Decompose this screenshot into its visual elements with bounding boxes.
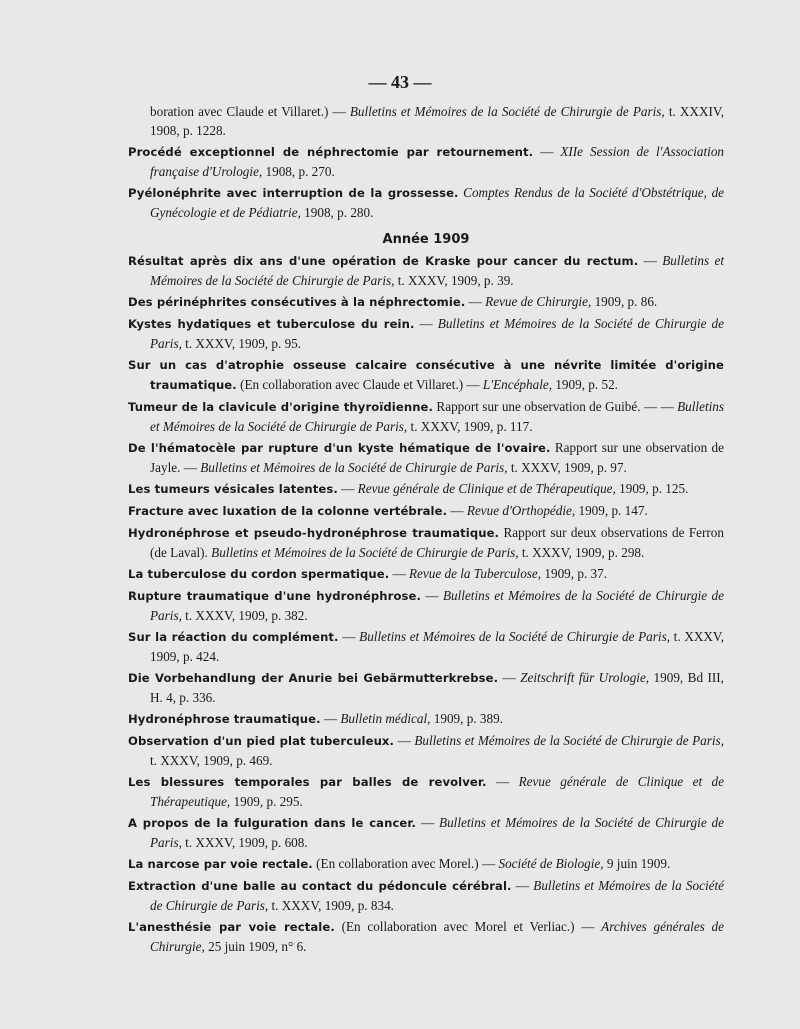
entry-source: L'Encéphale, — [482, 377, 553, 392]
entry-title: Des périnéphrites consécutives à la néphrectomie. — [128, 295, 466, 309]
entries-1909 — [128, 251, 724, 956]
entry-note: — — [320, 711, 341, 726]
entry-title: Pyélonéphrite avec interruption de la grossesse. — [128, 186, 459, 200]
entry-reference: 1909, p. 295. — [230, 794, 303, 809]
entry-reference: 1909, p. 389. — [430, 711, 503, 726]
bibliography-entry — [128, 876, 724, 915]
bibliography-entry — [128, 772, 724, 811]
entry-source: Revue générale de Clinique et de Thérapeutique, — [150, 774, 725, 809]
entry-title: Procédé exceptionnel de néphrectomie par retournement. — [128, 145, 534, 159]
entry-note: — — [638, 253, 663, 268]
bibliography-entry — [128, 479, 724, 499]
entry-reference: t. XXXIV, 1908, p. 1228. — [150, 104, 724, 138]
bibliography-list — [128, 102, 724, 958]
entry-reference: t. XXXV, 1909, p. 117. — [407, 419, 533, 434]
bibliography-entry — [128, 668, 724, 707]
entry-reference: t. XXXV, 1909, p. 469. — [150, 753, 273, 768]
entry-source: Bulletin médical, — [340, 711, 431, 726]
entry-note: — — [337, 481, 358, 496]
bibliography-entry — [128, 183, 724, 222]
entry-source: Bulletins et Mémoires de la Société de Chirurgie de Paris, — [349, 104, 665, 119]
entry-source: Bulletins et Mémoires de la Société de Chirurgie de Paris, — [150, 588, 725, 623]
entry-source: Bulletins et Mémoires de la Société de Chirurgie de Paris, — [414, 733, 724, 748]
entry-source: Société de Biologie, — [498, 856, 604, 871]
entry-title: Résultat après dix ans d'une opération de Kraske pour cancer du rectum. — [128, 254, 639, 268]
entry-note: — — [447, 503, 467, 518]
entry-title: Observation d'un pied plat tuberculeux. — [128, 734, 395, 748]
entry-reference: 1908, p. 270. — [262, 164, 335, 179]
entry-reference: 1909, p. 86. — [591, 294, 658, 309]
entry-reference: 25 juin 1909, n° 6. — [204, 939, 307, 954]
bibliography-entry — [128, 397, 724, 436]
entry-reference: 1909, p. 52. — [552, 377, 618, 392]
entry-note: — — [394, 733, 415, 748]
entry-note: (En collaboration avec Morel.) — — [312, 856, 499, 871]
entry-title: Hydronéphrose traumatique. — [128, 712, 321, 726]
bibliography-entry — [128, 523, 724, 562]
bibliography-entry — [128, 501, 724, 521]
entry-title: Tumeur de la clavicule d'origine thyroïdienne. — [128, 400, 434, 414]
entry-note: — — [414, 316, 438, 331]
entry-source: Bulletins et Mémoires de la Société de Chirurgie de Paris, — [150, 316, 724, 351]
entry-note: — — [416, 815, 440, 830]
entry-title: Hydronéphrose et pseudo-hydronéphrose traumatique. — [128, 526, 500, 540]
entry-source: Zeitschrift für Urologie, — [520, 670, 650, 685]
entry-source: Archives générales de Chirurgie, — [150, 919, 724, 954]
entry-note: — — [420, 588, 443, 603]
entry-note: — — [389, 566, 409, 581]
entry-source: Bulletins et Mémoires de la Société de Chirurgie de Paris, — [150, 253, 725, 288]
bibliography-entry — [128, 102, 724, 140]
entry-source: Revue de la Tuberculose, — [409, 566, 542, 581]
entry-source: Bulletins et Mémoires de la Société de Chirurgie de Paris, — [211, 545, 519, 560]
entry-title: La tuberculose du cordon spermatique. — [128, 567, 390, 581]
entry-note: Rapport sur une observation de Jayle. — — [150, 440, 724, 475]
entry-reference: t. XXXV, 1909, p. 834. — [268, 898, 394, 913]
entry-reference: t. XXXV, 1909, p. 95. — [181, 336, 302, 351]
entry-reference: t. XXXV, 1909, p. 382. — [181, 608, 308, 623]
entry-reference: t. XXXV, 1909, p. 424. — [150, 629, 725, 664]
bibliography-entry — [128, 438, 724, 477]
entry-source: Revue générale de Clinique et de Thérapeutique, — [357, 481, 616, 496]
entry-title: Sur la réaction du complément. — [128, 630, 339, 644]
entry-reference: t. XXXV, 1909, p. 97. — [507, 460, 627, 475]
entry-source: Bulletins et Mémoires de la Société de Chirurgie de Paris, — [150, 815, 725, 850]
entry-reference: 1908, p. 280. — [300, 205, 374, 220]
bibliography-entry — [128, 813, 724, 852]
entry-note: — — [498, 670, 521, 685]
entry-note: Rapport sur deux observations de Ferron (de Laval). — [150, 525, 724, 560]
bibliography-entry — [128, 314, 724, 353]
entry-source: Bulletins et Mémoires de la Société de Chirurgie de Paris, — [200, 460, 508, 475]
entry-title: De l'hématocèle par rupture d'un kyste hématique de l'ovaire. — [128, 441, 551, 455]
entry-source: XIIe Session de l'Association française d'Urologie, — [150, 144, 725, 179]
entry-note: — — [486, 774, 519, 789]
entry-reference: t. XXXV, 1909, p. 608. — [181, 835, 308, 850]
entry-note: (En collaboration avec Morel et Verliac.) — — [334, 919, 602, 934]
entry-title: L'anesthésie par voie rectale. — [128, 920, 335, 934]
entry-note: — — [533, 144, 561, 159]
entry-reference: t. XXXV, 1909, p. 39. — [394, 273, 514, 288]
bibliography-entry — [128, 355, 724, 395]
entry-source: Revue d'Orthopédie, — [466, 503, 576, 518]
entry-note: (En collaboration avec Claude et Villaret.) — — [236, 377, 483, 392]
entry-title: Sur un cas d'atrophie osseuse calcaire consécutive à une névrite limitée d'origine traumatique. — [128, 358, 724, 392]
entry-title: Kystes hydatiques et tuberculose du rein. — [128, 317, 415, 331]
bibliography-entry — [128, 731, 724, 770]
bibliography-entry — [128, 917, 724, 956]
entry-title: La narcose par voie rectale. — [128, 857, 313, 871]
bibliography-entry — [128, 854, 724, 874]
entry-title: Les blessures temporales par balles de revolver. — [128, 775, 487, 789]
entry-note: — — [465, 294, 486, 309]
entry-source: Bulletins et Mémoires de la Société de Chirurgie de Paris, — [150, 878, 725, 913]
entry-note: boration avec Claude et Villaret.) — — [150, 104, 350, 119]
bibliography-entry — [128, 292, 724, 312]
entry-title: Die Vorbehandlung der Anurie bei Gebärmutterkrebse. — [128, 671, 499, 685]
bibliography-entry — [128, 564, 724, 584]
entries-1908 — [128, 102, 724, 222]
entry-reference: 9 juin 1909. — [603, 856, 671, 871]
bibliography-entry — [128, 627, 724, 666]
entry-reference: 1909, p. 125. — [615, 481, 689, 496]
entry-reference: 1909, Bd III, H. 4, p. 336. — [150, 670, 724, 705]
entry-source: Revue de Chirurgie, — [485, 294, 592, 309]
entry-note: Rapport sur une observation de Guibé. — — — [433, 399, 678, 414]
entry-source: Bulletins et Mémoires de la Société de Chirurgie de Paris, — [150, 399, 724, 434]
entry-title: Extraction d'une balle au contact du pédoncule cérébral. — [128, 879, 512, 893]
entry-title: Les tumeurs vésicales latentes. — [128, 482, 338, 496]
entry-source: Comptes Rendus de la Société d'Obstétrique, de Gynécologie et de Pédiatrie, — [150, 185, 725, 220]
bibliography-entry — [128, 586, 724, 625]
entry-note: — — [511, 878, 534, 893]
bibliography-entry — [128, 142, 724, 181]
entry-title: A propos de la fulguration dans le cancer. — [128, 816, 417, 830]
entry-reference: 1909, p. 37. — [541, 566, 608, 581]
page-number: — 43 — — [368, 72, 432, 92]
bibliography-entry — [128, 709, 724, 729]
entry-note: — — [338, 629, 360, 644]
entry-reference: 1909, p. 147. — [575, 503, 648, 518]
entry-reference: t. XXXV, 1909, p. 298. — [518, 545, 645, 560]
bibliography-entry — [128, 251, 724, 290]
entry-source: Bulletins et Mémoires de la Société de Chirurgie de Paris, — [359, 629, 670, 644]
year-heading: Année 1909 — [382, 232, 470, 247]
entry-title: Fracture avec luxation de la colonne vertébrale. — [128, 504, 448, 518]
entry-title: Rupture traumatique d'une hydronéphrose. — [128, 589, 421, 603]
